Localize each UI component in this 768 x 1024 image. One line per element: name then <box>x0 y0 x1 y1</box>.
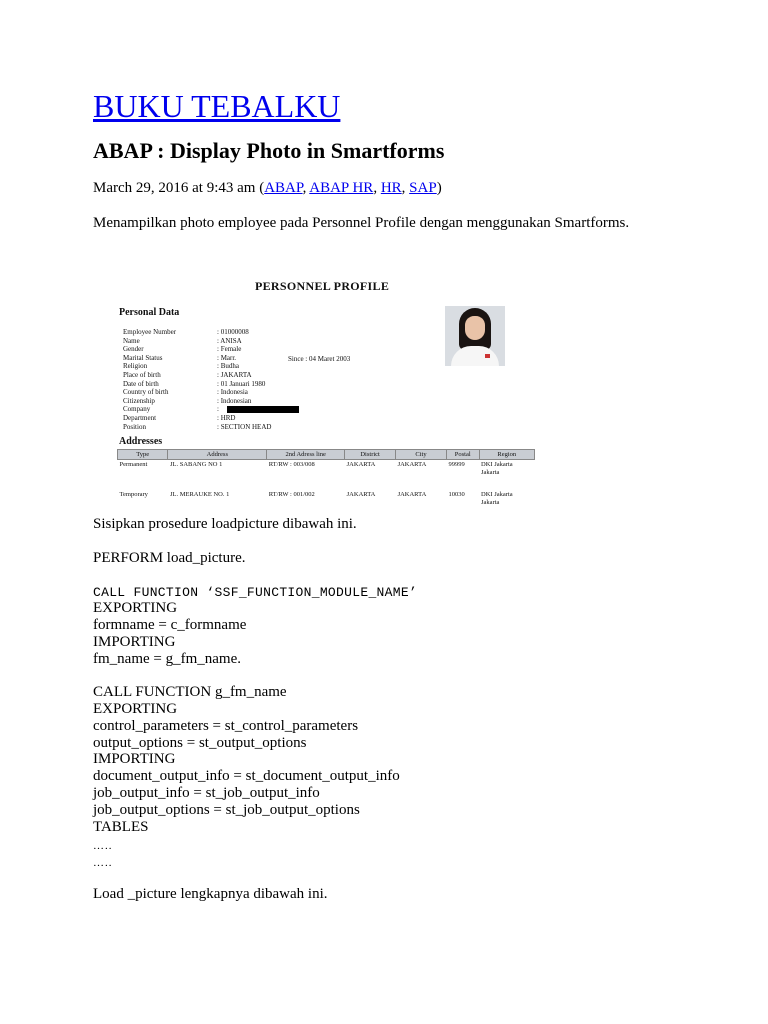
table-row: Permanent JL. SABANG NO 1 RT/RW : 003/008 JAKARTA JAKARTA 99999 DKI Jakarta Jakarta <box>119 461 513 476</box>
personnel-profile-image: PERSONNEL PROFILE Personal Data Employee Number : 01000008 Name : ANISA Gender : Female Marital Status : Marr. Religion : Budha Place of birth : JAKARTA Date of birth : 01 Januari 1980 Country of birth : Indonesia Citizenship : Indonesian Company : Department : HRD Position : SECTION HEAD Since : 04 Maret 2003 Addresses Type Address 2nd Adress line District City Postal Region Permanent JL. SABANG NO 1 RT/RW : 003/008 JAKARTA JAKARTA 99999 DKI Jakarta Jakarta Temporary JL. MERAUKE NO. 1 RT/RW : 001/002 JAKARTA JAKARTA 10030 DKI Jakarta Jakarta <box>113 278 557 506</box>
code-line: formname = c_formname <box>93 617 247 633</box>
intro-paragraph: Menampilkan photo employee pada Personnel Profile dengan menggunakan Smartforms. <box>93 215 630 231</box>
paren-close: ) <box>436 180 442 196</box>
addresses-table <box>117 449 535 508</box>
addresses-heading: Addresses <box>119 436 163 447</box>
tag-link-hr[interactable]: HR <box>380 180 402 196</box>
paren-open: ( <box>259 180 265 196</box>
ellipsis-line: ….. <box>93 857 113 869</box>
profile-title: PERSONNEL PROFILE <box>255 279 390 293</box>
post-date: March 29, 2016 at 9:43 am <box>93 180 256 196</box>
code-line: EXPORTING <box>93 600 178 616</box>
code-line: fm_name = g_fm_name. <box>93 651 242 667</box>
post-meta <box>93 179 442 197</box>
paragraph-insert-procedure: Sisipkan prosedure loadpicture dibawah ini. <box>93 516 357 532</box>
code-line: IMPORTING <box>93 634 176 650</box>
code-line: job_output_options = st_job_output_options <box>93 802 360 818</box>
tag-link-abap[interactable]: ABAP <box>264 180 303 196</box>
paragraph-perform: PERFORM load_picture. <box>93 550 246 566</box>
code-line: CALL FUNCTION g_fm_name <box>93 684 287 700</box>
code-line: TABLES <box>93 819 149 835</box>
tag-separator: , <box>373 180 381 196</box>
tag-link-sap[interactable]: SAP <box>409 180 437 196</box>
personal-data-heading: Personal Data <box>119 307 180 318</box>
table-row: Temporary JL. MERAUKE NO. 1 RT/RW : 001/002 JAKARTA JAKARTA 10030 DKI Jakarta Jakarta <box>119 491 513 506</box>
post-title: ABAP : Display Photo in Smartforms <box>93 138 445 163</box>
code-line: IMPORTING <box>93 751 176 767</box>
code-line: EXPORTING <box>93 701 178 717</box>
code-line: job_output_info = st_job_output_info <box>93 785 320 801</box>
tag-separator: , <box>401 180 410 196</box>
ellipsis-line: ….. <box>93 840 113 852</box>
code-line: document_output_info = st_document_output_info <box>93 768 400 784</box>
code-line: CALL FUNCTION ‘SSF_FUNCTION_MODULE_NAME’ <box>93 585 418 600</box>
table-header-row: Type Address 2nd Adress line District City Postal Region <box>118 450 535 460</box>
code-line: control_parameters = st_control_parameters <box>93 718 359 734</box>
tag-link-abap-hr[interactable]: ABAP HR <box>309 180 374 196</box>
employee-photo <box>445 306 505 366</box>
paragraph-load-picture: Load _picture lengkapnya dibawah ini. <box>93 886 328 902</box>
code-line: output_options = st_output_options <box>93 735 307 751</box>
redaction-bar <box>227 406 299 413</box>
site-title-link[interactable]: BUKU TEBALKU <box>93 88 341 124</box>
since-date: Since : 04 Maret 2003 <box>288 355 351 363</box>
tag-separator: , <box>302 180 310 196</box>
